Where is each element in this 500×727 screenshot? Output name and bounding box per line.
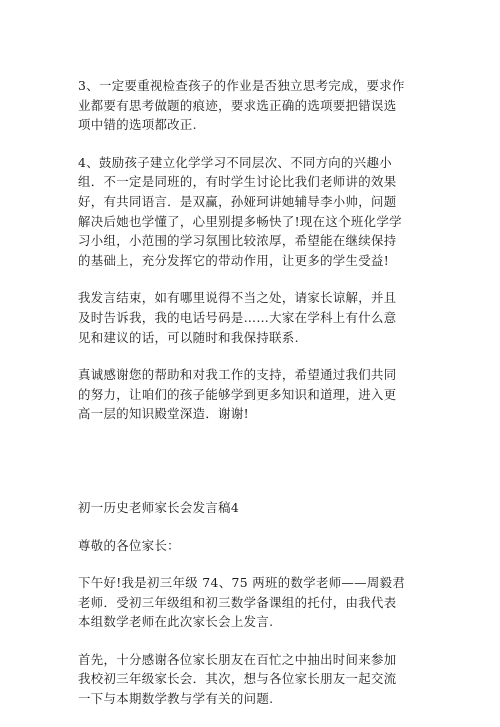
text-line: 老师．受初三年级组和初三数学备课组的托付，由我代表 (78, 594, 397, 610)
text-line: 我校初三年级家长会．其次，想与各位家长朋友一起交流 (78, 671, 397, 687)
text-line: 4、鼓励孩子建立化学学习不同层次、不同方向的兴趣小 (78, 154, 393, 170)
text-line: 业都要有思考做题的痕迹，要求选正确的选项要把错误选 (78, 97, 397, 113)
paragraph-closing-contact (78, 288, 426, 347)
document-page (78, 76, 426, 727)
text-line: 组．不一定是同班的，有时学生讨论比我们老师讲的效果 (78, 174, 397, 190)
text-line: 好，有共同语言．是双赢，孙娅珂讲她辅导李小帅，问题 (78, 193, 397, 209)
paragraph-study-groups (78, 153, 426, 271)
text-line: 下午好!我是初三年级 74、75 两班的数学老师——周毅君 (78, 575, 406, 591)
paragraph-gratitude (78, 650, 426, 709)
paragraph-homework-check (78, 76, 426, 135)
section-spacer (78, 442, 426, 498)
greeting: 尊敬的各位家长： (78, 537, 180, 553)
text-line: 习小组，小范围的学习氛围比较浓厚，希望能在继续保持 (78, 233, 397, 249)
text-line: 一下与本期数学教与学有关的问题. (78, 691, 274, 707)
text-line: 首先，十分感谢各位家长朋友在百忙之中抽出时间来参加 (78, 651, 397, 667)
text-line: 3、一定要重视检查孩子的作业是否独立思考完成，要求作 (78, 78, 405, 93)
text-line: 本组数学老师在此次家长会上发言. (78, 614, 274, 630)
text-line: 高一层的知识殿堂深造．谢谢! (78, 406, 249, 422)
paragraph-thanks (78, 365, 426, 424)
text-line: 见和建议的话，可以随时和我保持联系. (78, 329, 299, 345)
text-line: 的基础上，充分发挥它的带动作用，让更多的学生受益! (78, 252, 390, 268)
text-line: 解决后她也学懂了，心里别提多畅快了!现在这个班化学学 (78, 213, 402, 229)
text-line: 的努力，让咱们的孩子能够学到更多知识和道理，进入更 (78, 386, 397, 402)
text-line: 及时告诉我，我的电话号码是……大家在学科上有什么意 (78, 309, 397, 325)
section-title: 初一历史老师家长会发言稿4 (78, 499, 240, 515)
text-line: 我发言结束，如有哪里说得不当之处，请家长谅解，并且 (78, 290, 397, 306)
text-line: 项中错的选项都改正. (78, 117, 197, 133)
paragraph-introduction (78, 573, 426, 632)
text-line: 真诚感谢您的帮助和对我工作的支持，希望通过我们共同 (78, 367, 397, 383)
